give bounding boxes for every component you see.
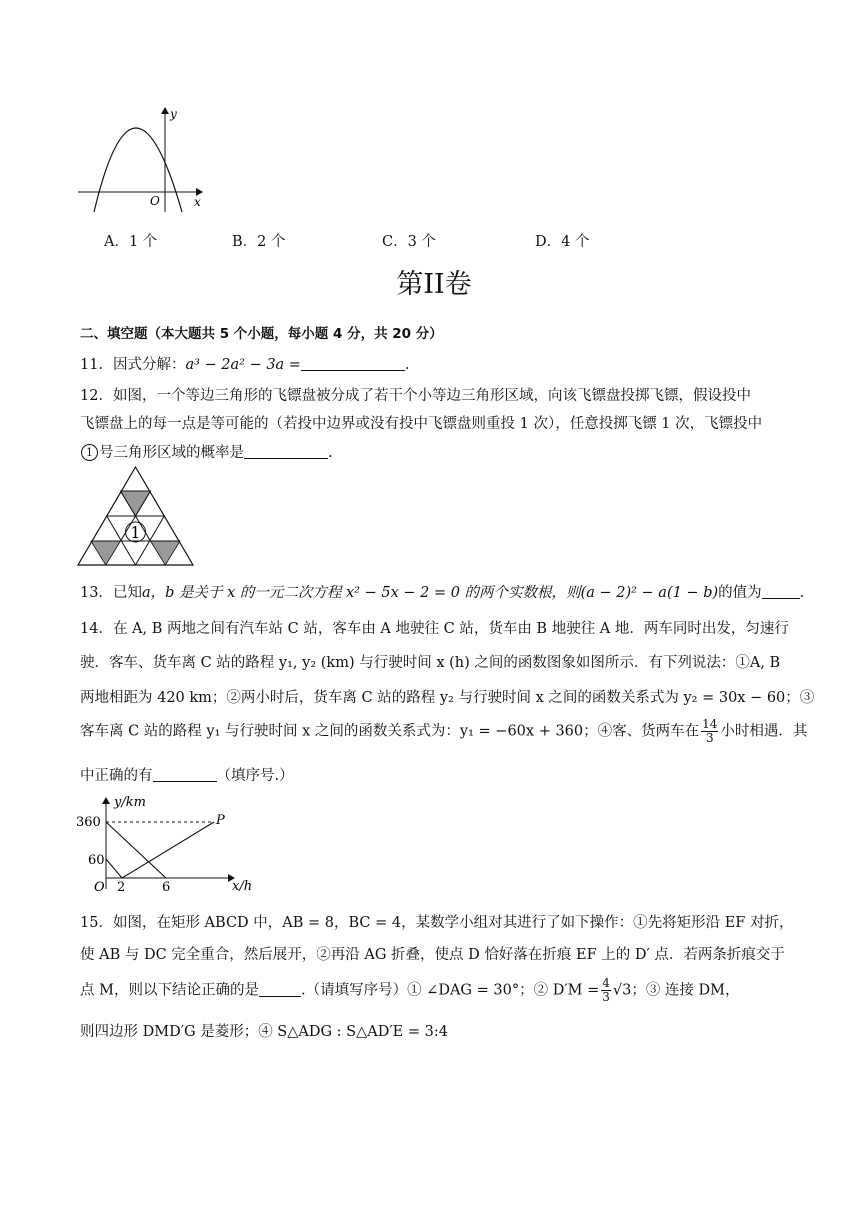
q15-fraction <box>601 977 611 1004</box>
q15-line2: 使 AB 与 DC 完全重合，然后展开，②再沿 AG 折叠，使点 D 恰好落在折痕 EF 上的 D′ 点．若两条折痕交于 <box>80 947 785 963</box>
shaded-triangle <box>91 541 121 565</box>
q14-line3: 两地相距为 420 km；②两小时后，货车离 C 站的路程 y₂ 与行驶时间 x 之间的函数关系式为 y₂ = 30x − 60；③ <box>80 690 815 706</box>
y-axis-label: y <box>170 107 177 121</box>
parabola-curve <box>94 128 182 212</box>
q10-option-c: C．3 个 <box>382 234 436 250</box>
truck-line-y2-a <box>106 859 122 878</box>
q15-line3b: .（请填写序号）① ∠DAG = 30°；② D′M = <box>300 982 600 999</box>
x-axis-label: x/h <box>232 879 253 894</box>
y-axis-label: y/km <box>114 795 146 810</box>
y-tick-360: 360 <box>76 815 101 830</box>
q14-line5b: （填序号.） <box>216 768 294 784</box>
q13-part-b: a，b 是关于 x 的一元二次方程 x² − 5x − 2 = 0 的两个实数根，则 <box>141 585 581 601</box>
q15-line3 <box>80 977 740 1004</box>
part-title: 第II卷 <box>396 269 472 300</box>
q14-line4b: 小时相遇．其 <box>720 723 808 740</box>
q12-line2: 飞镖盘上的每一点是等可能的（若投中边界或没有投中飞镖盘则重投 1 次），任意投掷飞镖 1 次，飞镖投中 <box>80 416 763 432</box>
q13-part-a: 13．已知 <box>80 585 142 601</box>
y-tick-60: 60 <box>88 853 105 868</box>
q14-distance-time-graph <box>76 794 264 895</box>
q14-frac-num: 14 <box>702 717 718 731</box>
point-p-label: P <box>216 813 225 828</box>
q13-part-c: (a − 2)² − a(1 − b) <box>580 585 719 601</box>
q15-answer-blank <box>259 982 301 997</box>
q14-line5a: 中正确的有 <box>80 768 153 784</box>
q14-line2: 驶．客车、货车离 C 站的路程 y₁, y₂ (km) 与行驶时间 x (h) 之间的函数图象如图所示．有下列说法：①A, B <box>80 655 781 671</box>
q14-line1: 14．在 A, B 两地之间有汽车站 C 站，客车由 A 地驶往 C 站，货车由 B 地驶往 A 地．两车同时出发，匀速行 <box>80 621 789 637</box>
q13-answer-blank <box>762 584 800 599</box>
q10-option-d: D．4 个 <box>535 234 590 250</box>
q14-line5 <box>80 764 294 785</box>
q15-line4: 则四边形 DMD′G 是菱形；④ S△ADG : S△AD′E = 3:4 <box>80 1024 448 1040</box>
q14-fraction <box>701 718 718 745</box>
q10-parabola-graph <box>76 104 208 216</box>
origin-label: O <box>150 194 160 208</box>
q14-line4 <box>80 718 807 745</box>
q12-line3-text: 号三角形区域的概率是 <box>99 445 244 461</box>
q12-dartboard-figure <box>76 466 196 568</box>
section-title: 二、填空题（本大题共 5 个小题，每小题 4 分，共 20 分） <box>80 326 443 342</box>
q12-answer-blank <box>244 444 328 459</box>
q15-sqrt: √3 <box>612 982 632 999</box>
q14-frac-den: 3 <box>705 731 714 745</box>
x-axis-label: x <box>194 195 201 209</box>
q13: 13．已知a，b 是关于 x 的一元二次方程 x² − 5x − 2 = 0 的两个实数根，则(a − 2)² − a(1 − b)的值为 . <box>80 585 805 601</box>
x-tick-6: 6 <box>162 880 171 895</box>
q15-frac-num: 4 <box>602 976 610 990</box>
q11: 11．因式分解：a³ − 2a² − 3a = . <box>80 357 410 373</box>
shaded-triangle <box>121 491 151 516</box>
q15-frac-den: 3 <box>602 990 610 1004</box>
q14-answer-blank <box>153 767 217 782</box>
shaded-triangle <box>151 541 181 565</box>
origin-label: O <box>94 880 105 895</box>
q14-line4a: 客车离 C 站的路程 y₁ 与行驶时间 x 之间的函数关系式为：y₁ = −60x + 360；④客、货两车在 <box>80 723 700 740</box>
q10-option-b: B．2 个 <box>232 234 286 250</box>
q12-circle-number: 1 <box>81 444 98 461</box>
q12-line1: 12．如图，一个等边三角形的飞镖盘被分成了若干个小等边三角形区域，向该飞镖盘投掷飞镖，假设投中 <box>80 388 751 404</box>
region-1-label: 1 <box>130 523 141 542</box>
q12-line3: 1 号三角形区域的概率是 . <box>80 441 333 462</box>
x-tick-2: 2 <box>117 880 126 895</box>
q15-line3a: 点 M，则以下结论正确的是 <box>80 982 259 999</box>
q15-line3c: ；③ 连接 DM， <box>631 982 740 999</box>
q11-expr: a³ − 2a² − 3a = <box>185 357 301 373</box>
q11-text: 11．因式分解： <box>80 357 186 373</box>
q15-line1: 15．如图，在矩形 ABCD 中，AB = 8，BC = 4，某数学小组对其进行了如下操作：①先将矩形沿 EF 对折， <box>80 915 794 931</box>
q11-answer-blank <box>301 356 405 371</box>
q13-part-d: 的值为 <box>718 585 762 601</box>
q10-option-a: A．1 个 <box>104 234 158 250</box>
